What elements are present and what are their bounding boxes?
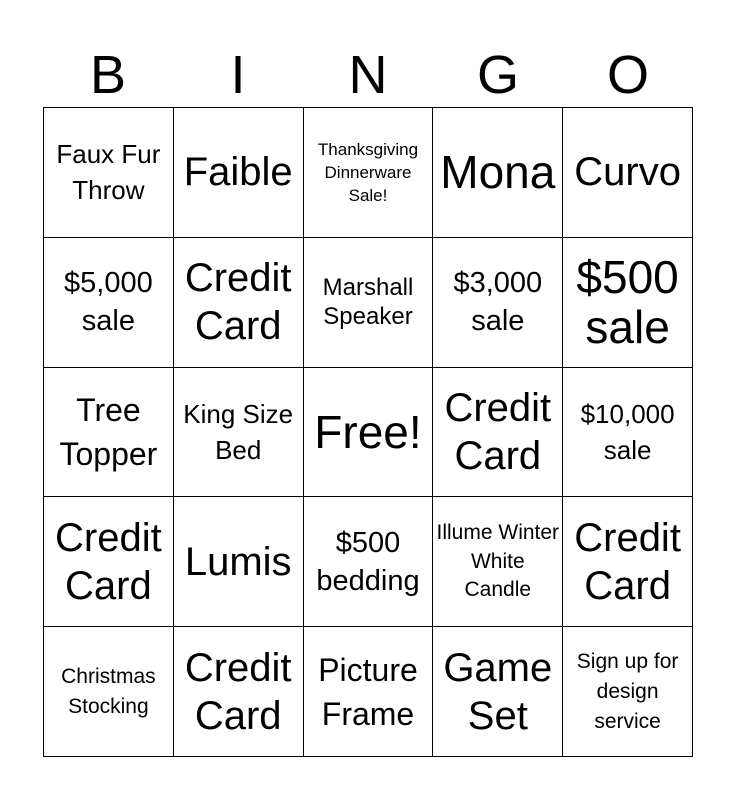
- bingo-cell-g2[interactable]: [433, 238, 563, 368]
- cell-label: Marshall Speaker: [322, 274, 414, 331]
- cell-label: Credit Card: [55, 515, 162, 608]
- bingo-cell-b1[interactable]: [44, 108, 174, 238]
- cell-label: $500 sale: [576, 251, 679, 354]
- bingo-cell-o2[interactable]: [563, 238, 693, 368]
- bingo-cell-o3[interactable]: [563, 368, 693, 498]
- bingo-cell-n1[interactable]: [304, 108, 434, 238]
- bingo-cell-n2[interactable]: [304, 238, 434, 368]
- bingo-cell-g3[interactable]: [433, 368, 563, 498]
- cell-label: Credit Card: [184, 256, 292, 349]
- cell-label: Game Set: [443, 645, 553, 738]
- cell-label: Thanksgiving Dinnerware Sale!: [317, 139, 419, 205]
- cell-label: King Size Bed: [183, 398, 294, 465]
- cell-label: Christmas Stocking: [61, 664, 156, 718]
- cell-label: Credit Card: [184, 645, 292, 738]
- cell-label: Credit Card: [574, 515, 681, 608]
- cell-label: Sign up for design service: [576, 649, 679, 733]
- cell-label: $10,000 sale: [580, 398, 675, 465]
- cell-label: Faible: [183, 150, 293, 195]
- cell-label: Tree Topper: [59, 391, 158, 472]
- header-letter-b: B: [89, 45, 127, 105]
- header-letter-g: G: [476, 45, 519, 105]
- bingo-cell-o4[interactable]: [563, 497, 693, 627]
- bingo-cell-b5[interactable]: [44, 627, 174, 757]
- bingo-cell-i4[interactable]: [174, 497, 304, 627]
- cell-label: Curvo: [574, 150, 681, 195]
- cell-label: Free!: [314, 405, 422, 458]
- bingo-cell-b2[interactable]: [44, 238, 174, 368]
- bingo-cell-g4[interactable]: [433, 497, 563, 627]
- bingo-cell-o5[interactable]: [563, 627, 693, 757]
- cell-label: $3,000 sale: [453, 267, 543, 338]
- cell-label: Faux Fur Throw: [56, 139, 161, 206]
- bingo-cell-n5[interactable]: [304, 627, 434, 757]
- cell-label: $5,000 sale: [64, 267, 153, 338]
- cell-label: Credit Card: [444, 385, 552, 478]
- bingo-cell-b4[interactable]: [44, 497, 174, 627]
- cell-label: Illume Winter White Candle: [436, 521, 560, 602]
- cell-label: Picture Frame: [318, 651, 418, 732]
- bingo-cell-i1[interactable]: [174, 108, 304, 238]
- cell-label: Mona: [440, 146, 556, 199]
- header-letter-n: N: [348, 45, 388, 105]
- bingo-grid: [43, 107, 693, 757]
- bingo-cell-i2[interactable]: [174, 238, 304, 368]
- bingo-cell-g1[interactable]: [433, 108, 563, 238]
- bingo-cell-g5[interactable]: [433, 627, 563, 757]
- bingo-cell-n3[interactable]: [304, 368, 434, 498]
- bingo-cell-o1[interactable]: [563, 108, 693, 238]
- bingo-cell-b3[interactable]: [44, 368, 174, 498]
- bingo-cell-i5[interactable]: [174, 627, 304, 757]
- cell-label: $500 bedding: [316, 526, 420, 597]
- bingo-header: [43, 42, 693, 108]
- bingo-cell-n4[interactable]: [304, 497, 434, 627]
- cell-label: Lumis: [184, 539, 292, 584]
- header-letter-o: O: [606, 45, 649, 105]
- bingo-cell-i3[interactable]: [174, 368, 304, 498]
- header-letter-i: I: [230, 45, 246, 105]
